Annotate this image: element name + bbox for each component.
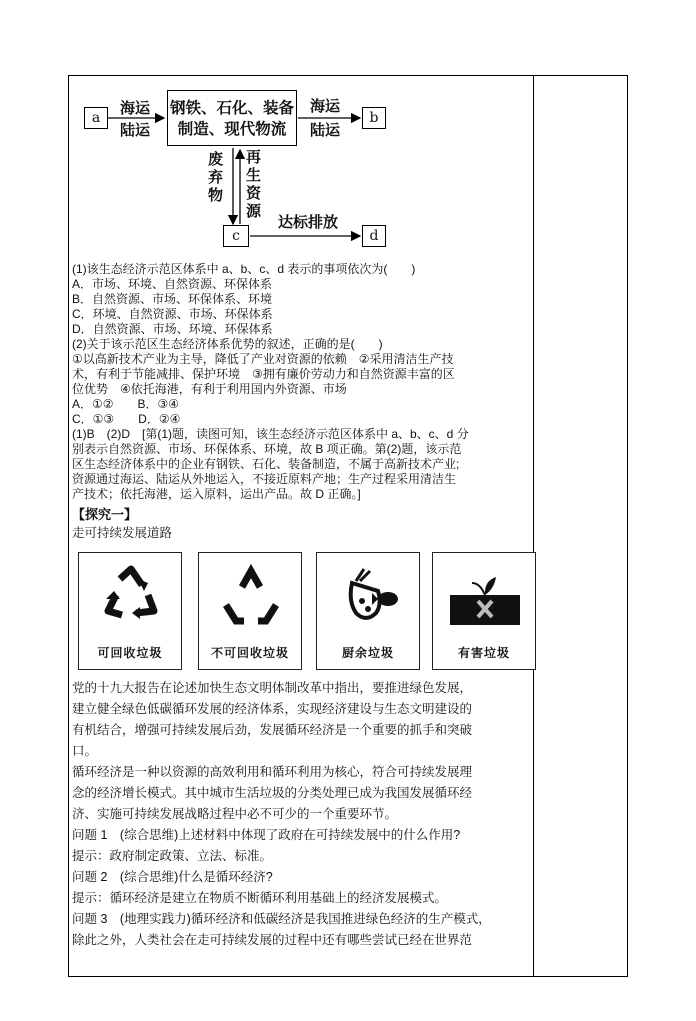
question-line: D．自然资源、市场、环境、环保体系 <box>72 322 273 336</box>
paragraph-line: 念的经济增长模式。其中城市生活垃圾的分类处理已成为我国发展循环经 <box>72 786 473 800</box>
answer-line: 区生态经济体系中的企业有钢铁、石化、装备制造，不属于高新技术产业; <box>72 457 460 471</box>
right-arrow-top-label: 海运 <box>310 97 341 115</box>
left-arrow-top-label: 海运 <box>120 99 151 117</box>
question-line: C．①③ D．②④ <box>72 412 181 426</box>
main-cell <box>72 78 530 951</box>
question-line: ①以高新技术产业为主导，降低了产业对资源的依赖 ②采用清洁生产技 <box>72 352 454 366</box>
left-arrow-bottom-label: 陆运 <box>120 121 151 139</box>
node-center <box>167 90 297 146</box>
sign-label: 厨余垃圾 <box>341 646 394 660</box>
answer-line: 资源通过海运、陆运从外地运入，不接近原料产地；生产过程采用清洁生 <box>72 472 457 486</box>
paragraph-line: 建立健全绿色低碳循环发展的经济体系，实现经济建设与生态文明建设的 <box>72 702 473 716</box>
paragraph-line: 有机结合，增强可持续发展后劲，发展循环经济是一个重要的抓手和突破 <box>72 723 473 737</box>
paragraph-line: 口。 <box>72 744 98 758</box>
section-subtitle: 走可持续发展道路 <box>72 526 173 540</box>
question-line: (1)该生态经济示范区体系中 a、b、c、d 表示的事项依次为( ) <box>72 262 416 276</box>
node-a: a <box>84 107 108 129</box>
paragraph-line: 党的十九大报告在论述加快生态文明体制改革中指出，要推进绿色发展， <box>72 681 473 695</box>
question-line: 位优势 ④依托海港，有利于利用国内外资源、市场 <box>72 382 347 396</box>
recycled-resource-label: 再 生 资 源 <box>246 148 262 220</box>
answer-line: 产技术；依托海港，运入原料，运出产品。故 D 正确。] <box>72 487 361 501</box>
food-waste-sign <box>316 552 420 670</box>
section-title: 【探究一】 <box>72 507 138 522</box>
answer-line: 别表示自然资源、市场、环保体系、环境，故 B 项正确。第(2)题，该示范 <box>72 442 462 456</box>
recycle-icon <box>96 561 166 631</box>
eco-economy-diagram <box>72 78 530 250</box>
question-line: 术，有利于节能减排、保护环境 ③拥有廉价劳动力和自然资源丰富的区 <box>72 367 455 381</box>
hazardous-waste-icon <box>450 561 520 631</box>
hint-line: 提示：循环经济是建立在物质不断循环利用基础上的经济发展模式。 <box>72 891 448 905</box>
question-line: A．①② B．③④ <box>72 397 180 411</box>
question-prompt: 问题 2 (综合思维)什么是循环经济? <box>72 870 273 884</box>
food-waste-icon <box>334 561 404 631</box>
material-paragraphs <box>72 678 530 951</box>
recyclable-sign <box>78 552 182 670</box>
waste-label: 废 弃 物 <box>208 150 224 204</box>
non-recyclable-sign <box>198 552 302 670</box>
paragraph-line: 济、实施可持续发展战略过程中必不可少的一个重要环节。 <box>72 807 398 821</box>
sign-label: 有害垃圾 <box>457 646 510 660</box>
question-block <box>72 262 530 502</box>
sign-label: 不可回收垃圾 <box>210 646 289 660</box>
question-line: C．环境、自然资源、市场、环保体系 <box>72 307 273 321</box>
node-d: d <box>362 225 386 247</box>
sign-label: 可回收垃圾 <box>97 646 163 660</box>
paragraph-line: 除此之外，人类社会在走可持续发展的过程中还有哪些尝试已经在世界范 <box>72 933 473 947</box>
answer-line: (1)B (2)D [第(1)题，读图可知，该生态经济示范区体系中 a、b、c、d 分 <box>72 427 469 441</box>
question-line: (2)关于该示范区生态经济体系优势的叙述，正确的是( ) <box>72 337 383 351</box>
hint-line: 提示：政府制定政策、立法、标准。 <box>72 849 273 863</box>
table-column-divider <box>533 75 534 977</box>
question-prompt: 问题 1 (综合思维)上述材料中体现了政府在可持续发展中的什么作用? <box>72 828 461 842</box>
right-arrow-bottom-label: 陆运 <box>310 121 341 139</box>
node-c: c <box>223 225 249 247</box>
question-line: A．市场、环境、自然资源、环保体系 <box>72 277 273 291</box>
paragraph-line: 循环经济是一种以资源的高效利用和循环利用为核心，符合可持续发展理 <box>72 765 473 779</box>
question-line: B．自然资源、市场、环保体系、环境 <box>72 292 273 306</box>
center-line-2: 制造、现代物流 <box>177 119 287 138</box>
hazardous-waste-sign <box>432 552 536 670</box>
center-line-1: 钢铁、石化、装备 <box>169 98 294 117</box>
question-prompt: 问题 3 (地理实践力)循环经济和低碳经济是我国推进绿色经济的生产模式， <box>72 912 491 926</box>
non-recyclable-icon <box>216 561 286 631</box>
garbage-sign-row <box>72 552 530 672</box>
node-b: b <box>362 107 386 129</box>
discharge-label: 达标排放 <box>278 213 339 231</box>
